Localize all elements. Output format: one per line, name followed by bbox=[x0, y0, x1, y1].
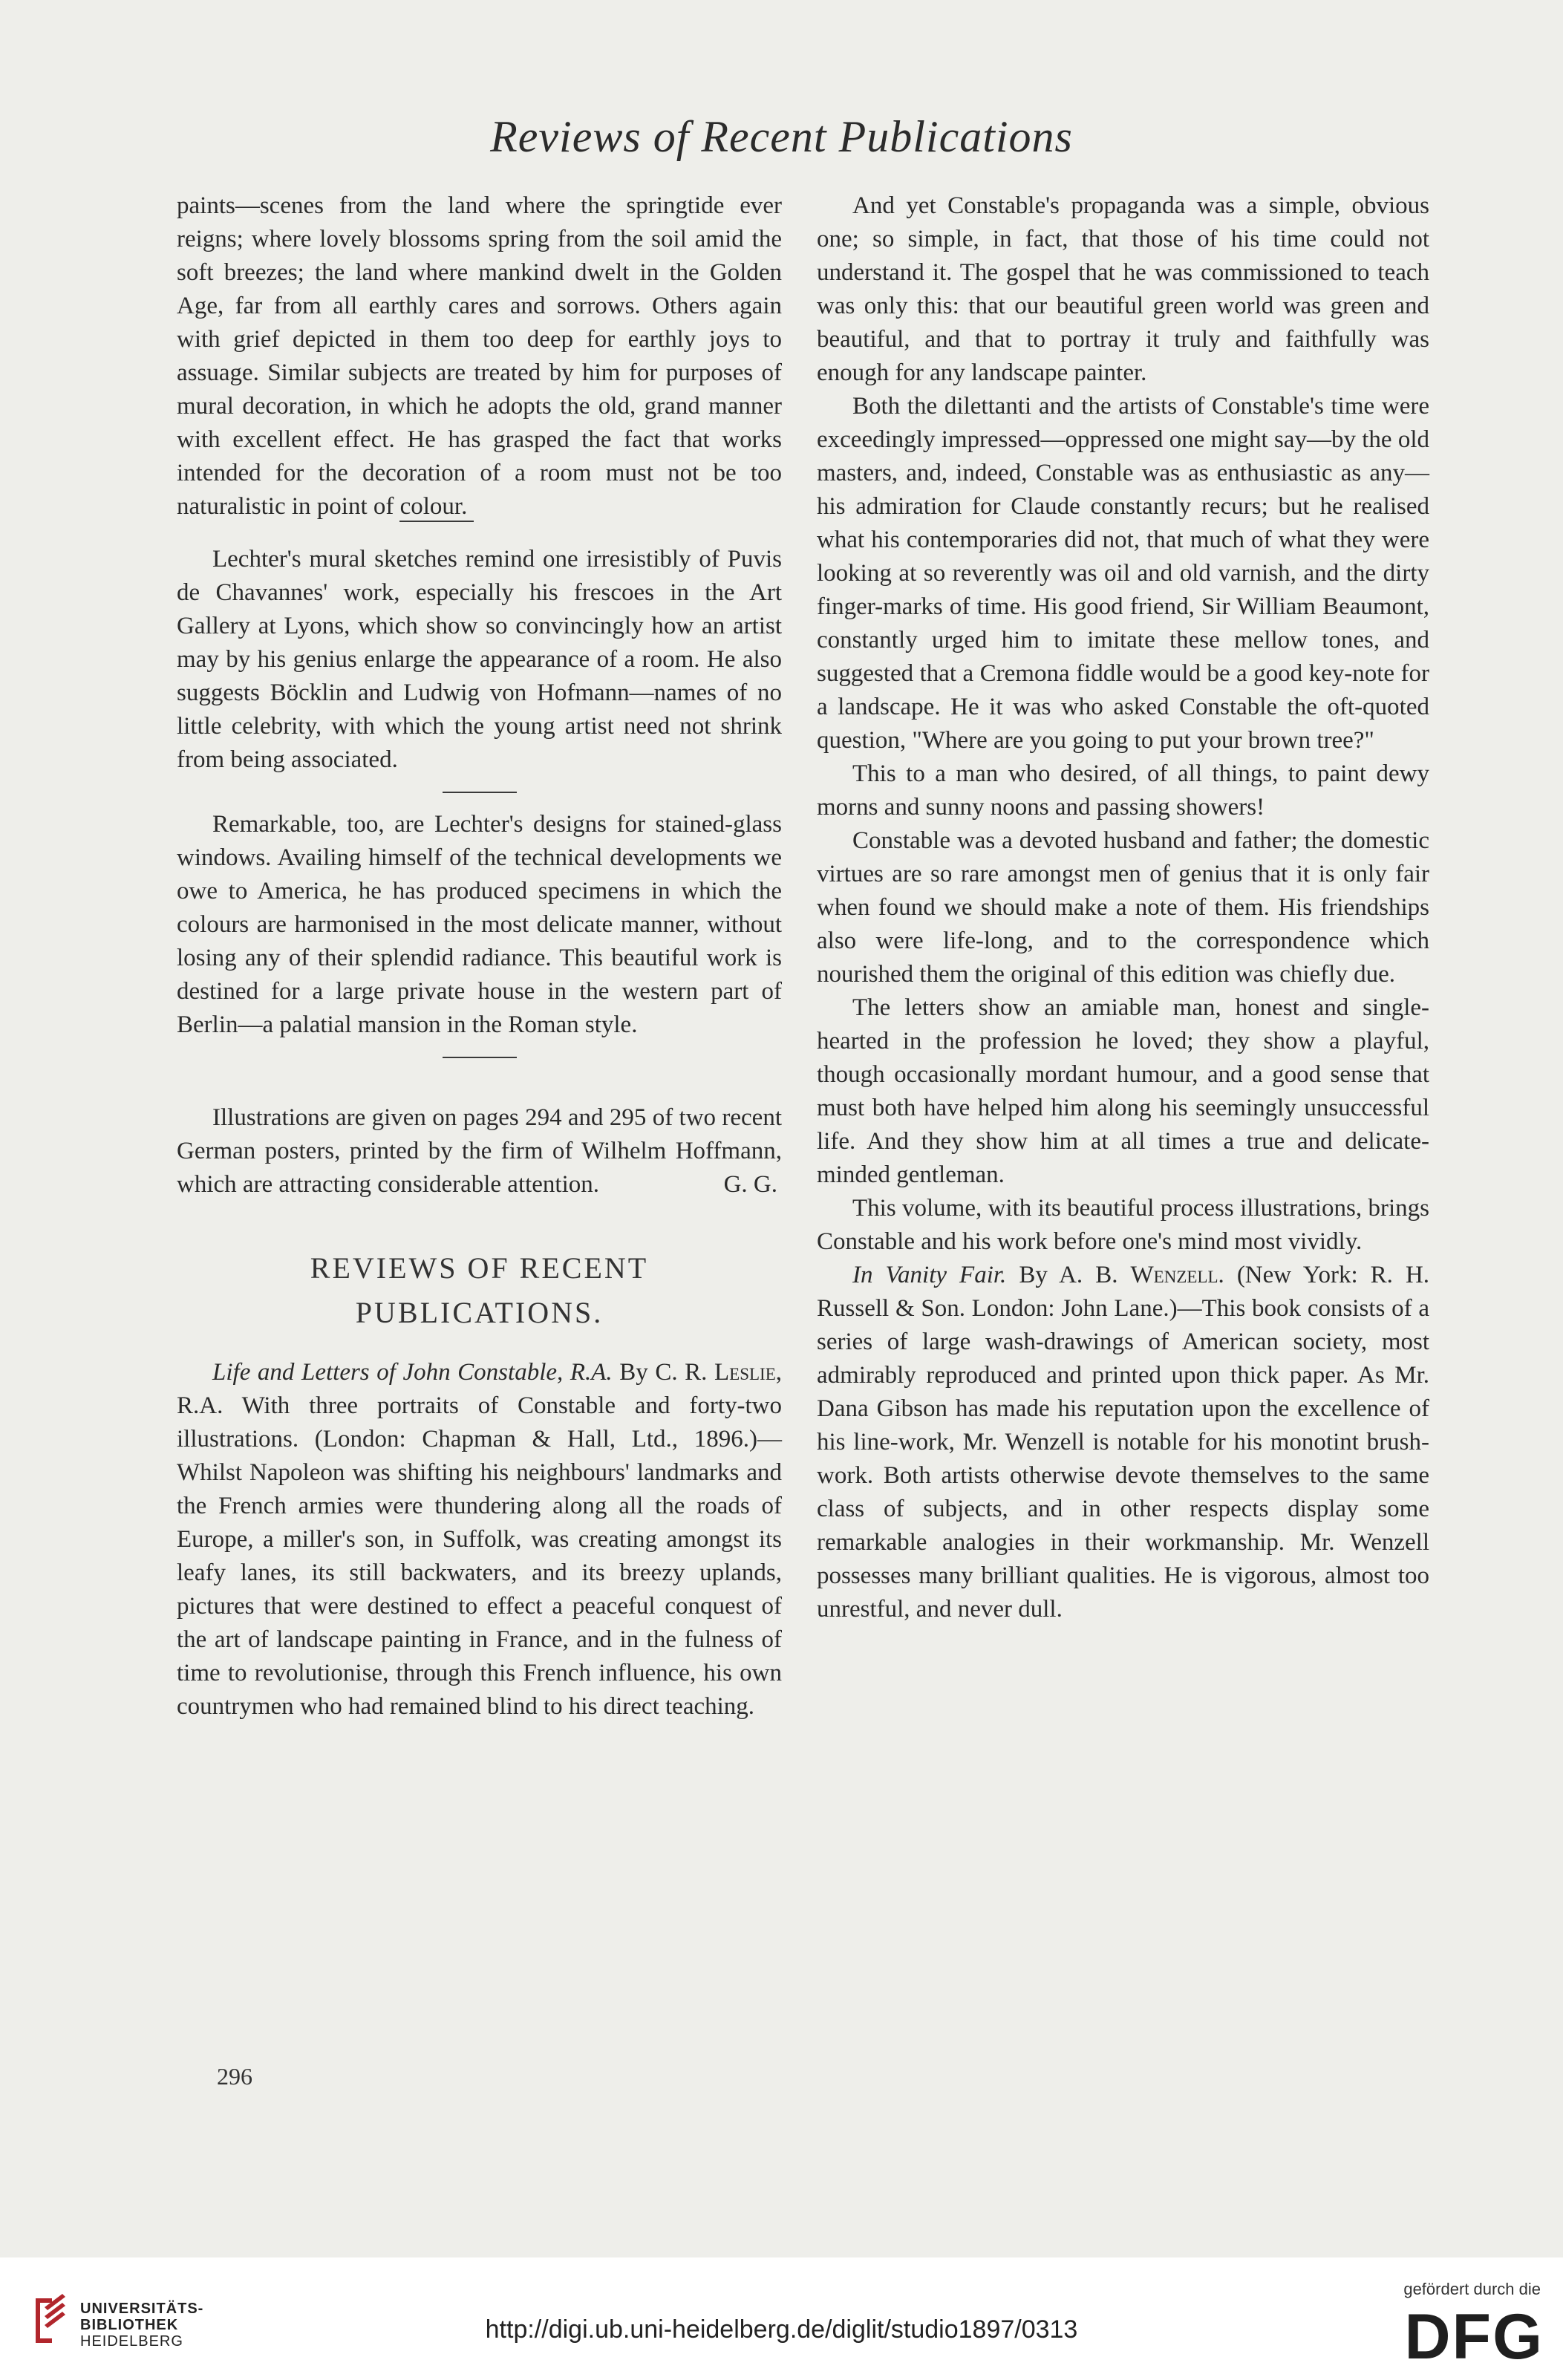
review-body: , R.A. With three portraits of Constable and forty-two illustrations. (London: Chapman & Hall, Ltd., 1896.)—Whilst Napoleon was shifting his neighbours' landmarks and the French armies were thundering along all the roads of Europe, a miller's son, in Suffolk, was creating amongst its leafy lanes, its still backwaters, and its breezy uplands, pictures that were destined to effect a peaceful conquest of the art of landscape painting in France, and in the fulness of time to revolutionise, through this French influence, his own countrymen who had remained blind to his direct teaching. bbox=[177, 1359, 783, 1720]
paragraph: Lechter's mural sketches remind one irresistibly of Puvis de Chavannes' work, especially his frescoes in the Art Gallery at Lyons, which show so convincingly how an artist may by his genius enlarge the appearance of a room. He also suggests Böcklin and Ludwig von Hofmann—names of no little celebrity, with which the young artist need not shrink from being associated. bbox=[177, 546, 782, 773]
library-name-line: UNIVERSITÄTS- bbox=[80, 2301, 204, 2317]
paragraph: Both the dilettanti and the artists of Constable's time were exceedingly impressed—oppressed one might say—by the old masters, and, indeed, Constable was as enthusiastic as any—his admiration for Claude constantly recurs; but he realised what his contemporaries did not, that much of what they were looking at so reverently was oil and old varnish, and the dirty finger-marks of time. His good friend, Sir William Beaumont, constantly urged him to imitate these mellow tones, and suggested that a Cremona fiddle would be a good key-note for a landscape. He it was who asked Constable the oft-quoted question, "Where are you going to put your brown tree?" bbox=[817, 393, 1429, 754]
spacer bbox=[177, 1202, 782, 1239]
review-author: Wenzell bbox=[1130, 1262, 1218, 1288]
paragraph: And yet Constable's propaganda was a simple, obvious one; so simple, in fact, that those of his time could not understand it. The gospel that he was commissioned to teach was only this: that our beautiful green world was green and beautiful, and that to portray it truly and faithfully was enough for any landscape painter. bbox=[817, 192, 1429, 386]
review-entry bbox=[817, 1259, 1429, 1626]
author-initials: G. G. bbox=[723, 1171, 777, 1198]
review-byline: By A. B. bbox=[1019, 1262, 1118, 1288]
section-heading-line: PUBLICATIONS. bbox=[355, 1296, 604, 1329]
review-book-title: Life and Letters of John Constable, R.A. bbox=[212, 1359, 613, 1386]
library-name-line: HEIDELBERG bbox=[80, 2333, 183, 2350]
review-author: Leslie bbox=[714, 1359, 776, 1386]
paragraph bbox=[177, 1101, 782, 1202]
review-body: . (New York: R. H. Russell & Son. London: John Lane.)—This book consists of a series of large wash-drawings of American society, most admirably reproduced and printed upon thick paper. As Mr. Dana Gibson has made his reputation upon the excellence of his line-work, Mr. Wenzell is notable for his monotint brush-work. Both artists otherwise devote themselves to the same class of subjects, and in other respects display some remarkable analogies in their workmanship. Mr. Wenzell possesses many brilliant qualities. He is vigorous, almost too unrestful, and never dull. bbox=[817, 1262, 1430, 1623]
section-divider bbox=[443, 792, 517, 793]
dfg-logo: DFG bbox=[1404, 2301, 1544, 2373]
paragraph: Remarkable, too, are Lechter's designs for stained-glass windows. Availing himself of the technical developments we owe to America, he has produced specimens in which the colours are harmonised in the most delicate manner, without losing any of their splendid radiance. This beautiful work is destined for a large private house in the western part of Berlin—a palatial mansion in the Roman style. bbox=[177, 811, 782, 1038]
permalink[interactable]: http://digi.ub.uni-heidelberg.de/diglit/studio1897/0313 bbox=[485, 2315, 1078, 2344]
review-book-title: In Vanity Fair. bbox=[852, 1262, 1007, 1288]
page-number: 296 bbox=[217, 2063, 252, 2090]
paragraph: The letters show an amiable man, honest and single-hearted in the profession he loved; they show a playful, though occasionally mordant humour, and a good sense that must both have helped him along his seemingly unsuccessful life. And they show him at all times a true and delicate-minded gentleman. bbox=[817, 994, 1429, 1188]
section-heading-line: REVIEWS OF RECENT bbox=[310, 1251, 649, 1285]
review-entry bbox=[177, 1356, 782, 1724]
running-head: Reviews of Recent Publications bbox=[490, 112, 1073, 161]
funding-note: gefördert durch die bbox=[1403, 2280, 1541, 2298]
paragraph: This volume, with its beautiful process illustrations, brings Constable and his work before one's mind most vividly. bbox=[817, 1195, 1429, 1255]
library-name-line: BIBLIOTHEK bbox=[80, 2317, 179, 2333]
digitization-footer bbox=[0, 2257, 1563, 2380]
review-byline: By C. R. bbox=[619, 1359, 708, 1386]
paragraph: This to a man who desired, of all things, to paint dewy morns and sunny noons and passing showers! bbox=[817, 760, 1429, 821]
spacer bbox=[177, 537, 782, 543]
illustration-note: Illustrations are given on pages 294 and 295 of two recent German posters, printed by the firm of Wilhelm Hoffmann, which are attracting considerable attention. bbox=[177, 1104, 782, 1198]
section-divider bbox=[443, 1057, 517, 1058]
right-column bbox=[817, 189, 1429, 1626]
paragraph: Constable was a devoted husband and father; the domestic virtues are so rare amongst men of genius that it is only fair when found we should make a note of them. His friendships also were life-long, and to the correspondence which nourished them the original of this edition was chiefly due. bbox=[817, 827, 1429, 988]
left-column bbox=[177, 189, 782, 1724]
spacer bbox=[177, 1073, 782, 1101]
paragraph: paints—scenes from the land where the springtide ever reigns; where lovely blossoms spring from the soil amid the soft breezes; the land where mankind dwelt in the Golden Age, far from all earthly cares and sorrows. Others again with grief depicted in them too deep for earthly joys to assuage. Similar subjects are treated by him for purposes of mural decoration, in which he adopts the old, grand manner with excellent effect. He has grasped the fact that works intended for the decoration of a room must not be too naturalistic in point of colour. bbox=[177, 192, 782, 520]
section-heading bbox=[177, 1246, 782, 1335]
